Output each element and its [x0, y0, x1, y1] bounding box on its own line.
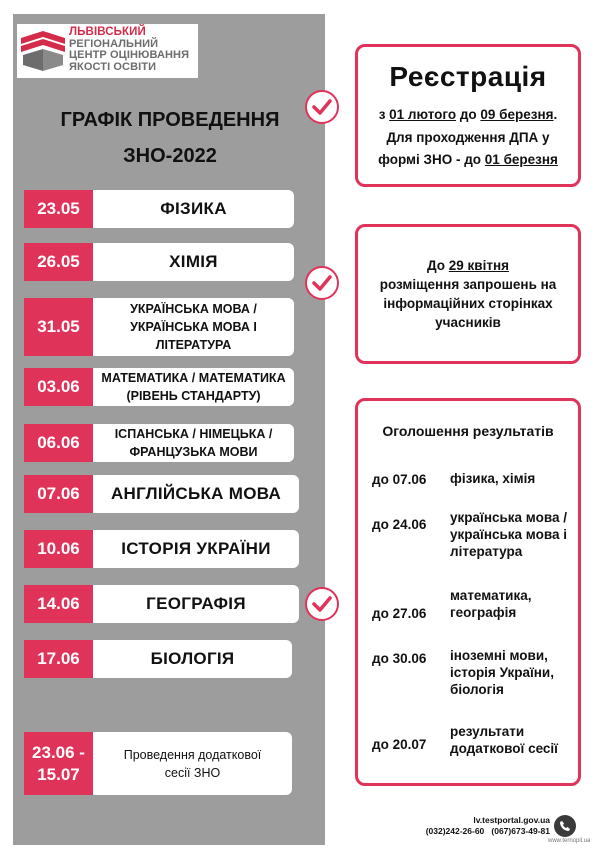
exam-subject-line: (РІВЕНЬ СТАНДАРТУ)	[126, 389, 261, 403]
schedule-row	[24, 298, 294, 356]
result-subjects-line: українська мова /	[450, 510, 567, 525]
schedule-row	[24, 732, 292, 795]
registration-dates: з 01 лютого до 09 березня.	[378, 107, 558, 122]
exam-subject-line: Проведення додаткової	[123, 747, 262, 762]
logo-text	[69, 27, 189, 73]
footer-site[interactable]: lv.testportal.gov.ua	[473, 815, 550, 825]
exam-date-line: 23.06 -	[32, 742, 85, 762]
check-icon	[305, 90, 339, 124]
exam-subject-line: ЛІТЕРАТУРА	[155, 338, 232, 352]
check-icon	[305, 266, 339, 300]
logo-line-2: РЕГІОНАЛЬНИЙ	[69, 37, 159, 50]
exam-date: 10.06	[24, 530, 93, 568]
phone-icon	[554, 815, 576, 837]
registration-date-from: 01 лютого	[389, 107, 457, 122]
result-subjects-line: література	[450, 544, 523, 559]
result-subjects	[450, 723, 558, 757]
exam-subject	[93, 298, 294, 356]
exam-date: 23.05	[24, 190, 93, 228]
exam-subject: БІОЛОГІЯ	[93, 640, 292, 678]
schedule-row	[24, 585, 299, 623]
exam-date: 31.05	[24, 298, 93, 356]
logo-line-3: ЦЕНТР ОЦІНЮВАННЯ	[69, 49, 190, 61]
invitations-line: інформаційних сторінках	[383, 296, 553, 311]
exam-subject	[93, 732, 292, 795]
exam-subject: ГЕОГРАФІЯ	[93, 585, 299, 623]
exam-subject-line: МАТЕМАТИКА / МАТЕМАТИКА	[101, 371, 286, 385]
schedule-row	[24, 190, 294, 228]
result-subjects-line: географія	[450, 605, 517, 620]
result-subjects-line: результати	[450, 724, 525, 739]
result-subjects	[450, 470, 535, 487]
result-subjects-line: математика,	[450, 588, 532, 603]
registration-dpa-date: 01 березня	[484, 152, 558, 167]
logo	[17, 24, 198, 78]
result-subjects-line: українська мова і	[450, 527, 567, 542]
exam-subject: ФІЗИКА	[93, 190, 294, 228]
exam-date: 07.06	[24, 475, 93, 513]
exam-subject: ІСТОРІЯ УКРАЇНИ	[93, 530, 299, 568]
page-title-line-1: ГРАФІК ПРОВЕДЕННЯ	[60, 109, 280, 131]
exam-subject: АНГЛІЙСЬКА МОВА	[93, 475, 299, 513]
invitations-box	[355, 224, 581, 364]
invitations-date: 29 квітня	[448, 258, 509, 273]
exam-date: 14.06	[24, 585, 93, 623]
logo-line-1: ЛЬВІВСЬКИЙ	[69, 26, 146, 38]
result-date: до 30.06	[372, 651, 427, 666]
schedule-row	[24, 530, 299, 568]
registration-title: Реєстрація	[389, 61, 547, 92]
exam-subject-line: УКРАЇНСЬКА МОВА І	[130, 320, 257, 334]
exam-subject-line: ІСПАНСЬКА / НІМЕЦЬКА /	[114, 427, 273, 441]
invitations-deadline: До 29 квітня	[426, 258, 509, 273]
schedule-row	[24, 640, 292, 678]
check-icon	[305, 587, 339, 621]
schedule-row	[24, 424, 294, 462]
result-subjects-line: біологія	[450, 682, 504, 697]
result-subjects-line: історія України,	[450, 665, 554, 680]
logo-book-icon	[19, 28, 67, 74]
exam-date-line: 15.07	[37, 764, 80, 784]
page-title-line-2: ЗНО-2022	[123, 145, 217, 167]
invitations-line: учасників	[435, 315, 501, 330]
registration-dpa-deadline: формі ЗНО - до 01 березня	[378, 152, 558, 167]
exam-subject-line: ФРАНЦУЗЬКА МОВИ	[129, 445, 258, 459]
registration-box	[355, 44, 581, 187]
schedule-row	[24, 475, 299, 513]
result-date: до 24.06	[372, 517, 427, 532]
page-title	[20, 102, 320, 174]
result-date: до 20.07	[372, 737, 427, 752]
schedule-row	[24, 368, 294, 406]
exam-subject-line: УКРАЇНСЬКА МОВА /	[130, 302, 257, 316]
registration-dpa-note: Для проходження ДПА у	[386, 130, 550, 145]
exam-date: 17.06	[24, 640, 93, 678]
exam-date: 03.06	[24, 368, 93, 406]
exam-subject: ХІМІЯ	[93, 243, 294, 281]
results-title: Оголошення результатів	[382, 423, 554, 439]
exam-subject	[93, 424, 294, 462]
exam-date: 06.06	[24, 424, 93, 462]
result-date: до 07.06	[372, 472, 427, 487]
result-subjects	[450, 647, 554, 698]
invitations-line: розміщення запрошень на	[379, 277, 557, 292]
footer-phones: (032)242-26-60 (067)673-49-81	[425, 826, 550, 836]
result-subjects-line: іноземні мови,	[450, 648, 548, 663]
schedule-row	[24, 243, 294, 281]
results-box	[355, 398, 581, 786]
logo-line-4: ЯКОСТІ ОСВІТИ	[69, 60, 157, 73]
result-subjects-line: додаткової сесії	[450, 741, 558, 756]
exam-date	[24, 732, 93, 795]
exam-subject	[93, 368, 294, 406]
result-subjects	[450, 509, 567, 560]
registration-date-to: 09 березня	[480, 107, 554, 122]
exam-date: 26.05	[24, 243, 93, 281]
exam-subject-line: сесії ЗНО	[164, 765, 221, 780]
watermark: www.ternopil.ua	[548, 838, 591, 844]
result-subjects	[450, 587, 532, 621]
result-date: до 27.06	[372, 606, 427, 621]
result-subjects-line: фізика, хімія	[450, 471, 536, 486]
footer-contacts	[390, 815, 550, 837]
